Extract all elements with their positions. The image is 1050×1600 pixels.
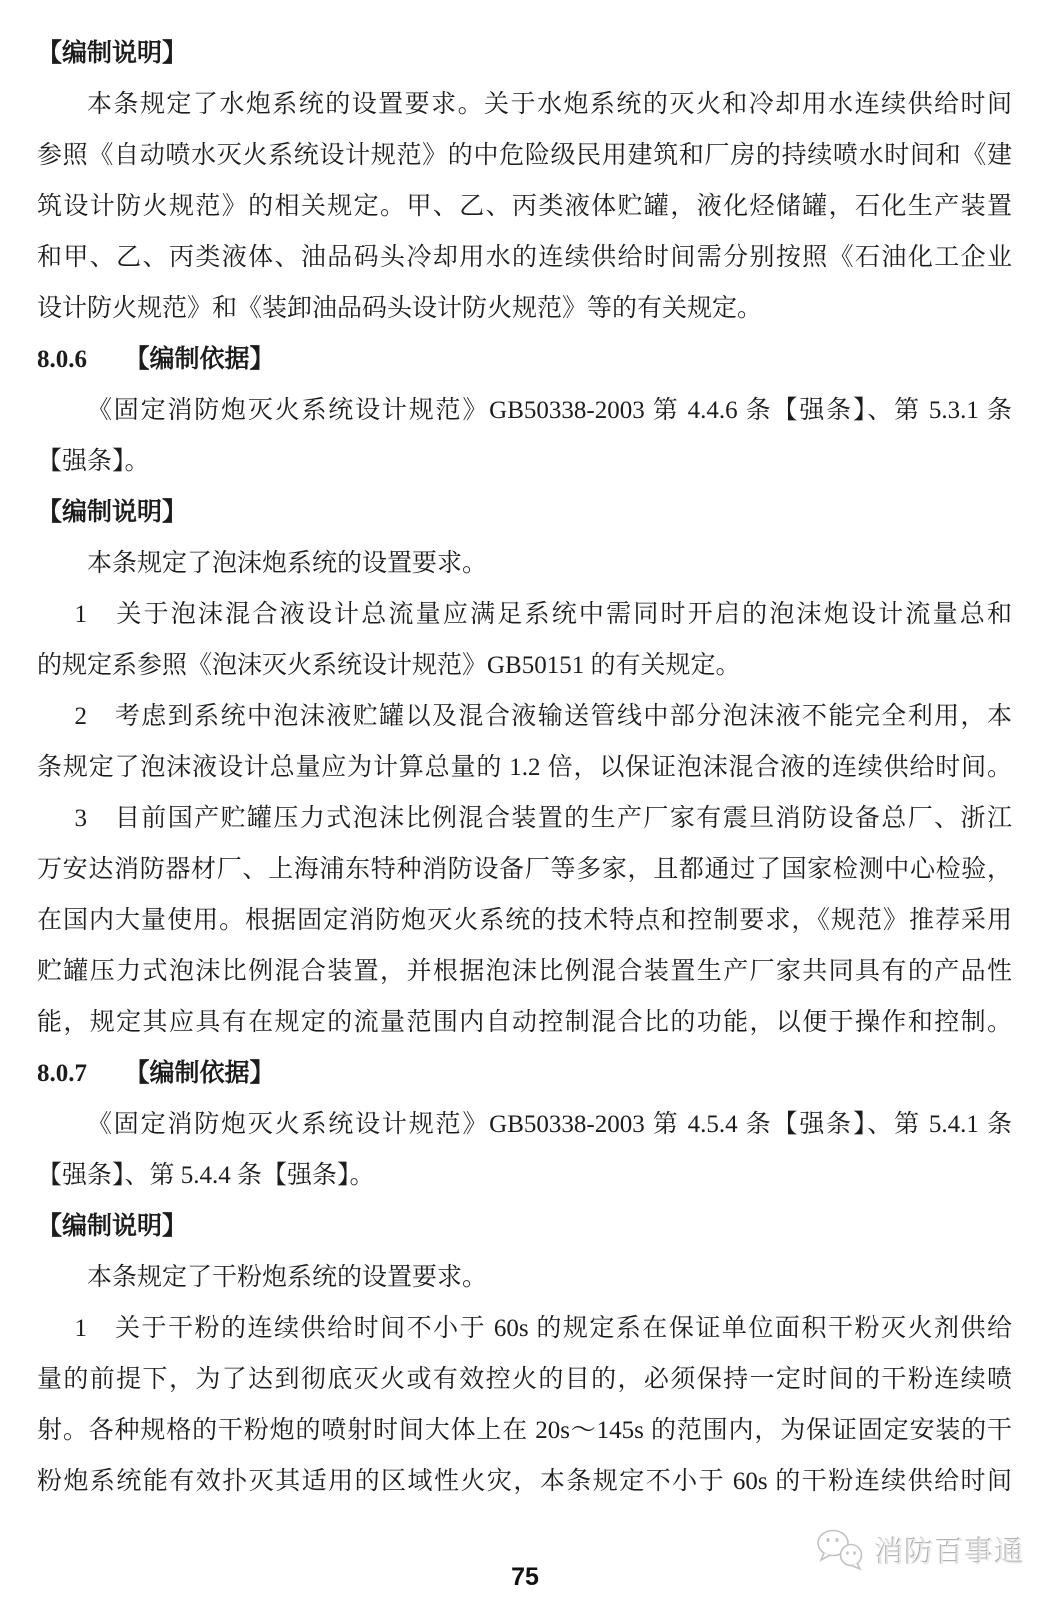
text-line: 能，规定其应具有在规定的流量范围内自动控制混合比的功能，以便于操作和控制。 [37,1009,1012,1036]
text-line: 3 目前国产贮罐压力式泡沫比例混合装置的生产厂家有震旦消防设备总厂、浙江 [74,805,1012,832]
text-line: 本条规定了水炮系统的设置要求。关于水炮系统的灭火和冷却用水连续供给时间 [87,91,1012,118]
text-line: 条规定了泡沫液设计总量应为计算总量的 1.2 倍，以保证泡沫混合液的连续供给时间。 [37,754,1012,781]
text-line: 本条规定了干粉炮系统的设置要求。 [87,1264,488,1291]
text-line: 粉炮系统能有效扑灭其适用的区域性火灾，本条规定不小于 60s 的干粉连续供给时间 [37,1468,1012,1495]
text-line: 量的前提下，为了达到彻底灭火或有效控火的目的，必须保持一定时间的干粉连续喷 [37,1366,1012,1393]
text-line: 《固定消防炮灭火系统设计规范》GB50338-2003 第 4.4.6 条【强条】、第 5.3.1 条 [87,397,1012,424]
page-number: 75 [511,1563,539,1591]
text-line: 1 关于干粉的连续供给时间不小于 60s 的规定系在保证单位面积干粉灭火剂供给 [74,1315,1012,1342]
text-line: 8.0.6 【编制依据】 [37,346,275,373]
text-line: 参照《自动喷水灭火系统设计规范》的中危险级民用建筑和厂房的持续喷水时间和《建 [37,142,1012,169]
text-line: 1 关于泡沫混合液设计总流量应满足系统中需同时开启的泡沫炮设计流量总和 [74,601,1012,628]
text-line: 8.0.7 【编制依据】 [37,1060,275,1087]
text-line: 【编制说明】 [37,1213,188,1240]
text-line: 万安达消防器材厂、上海浦东特种消防设备厂等多家，且都通过了国家检测中心检验， [37,856,1012,883]
text-line: 2 考虑到系统中泡沫液贮罐以及混合液输送管线中部分泡沫液不能完全利用，本 [74,703,1012,730]
text-line: 筑设计防火规范》的相关规定。甲、乙、丙类液体贮罐，液化烃储罐，石化生产装置 [37,193,1012,220]
watermark-label: 消防百事通 [874,1536,1025,1569]
text-line: 【强条】、第 5.4.4 条【强条】。 [37,1162,375,1189]
page-footer [0,1563,1050,1592]
text-line: 在国内大量使用。根据固定消防炮灭火系统的技术特点和控制要求，《规范》推荐采用 [37,907,1012,934]
text-line: 【强条】。 [37,448,150,475]
text-line: 和甲、乙、丙类液体、油品码头冷却用水的连续供给时间需分别按照《石油化工企业 [37,244,1012,271]
document-lines [37,28,1012,1507]
text-line: 【编制说明】 [37,499,188,526]
text-line: 【编制说明】 [37,40,188,67]
text-line: 设计防火规范》和《装卸油品码头设计防火规范》等的有关规定。 [37,295,763,322]
text-line: 的规定系参照《泡沫灭火系统设计规范》GB50151 的有关规定。 [37,652,741,679]
text-line: 贮罐压力式泡沫比例混合装置，并根据泡沫比例混合装置生产厂家共同具有的产品性 [37,958,1012,985]
text-line: 本条规定了泡沫炮系统的设置要求。 [87,550,488,577]
text-line: 《固定消防炮灭火系统设计规范》GB50338-2003 第 4.5.4 条【强条】、第 5.4.1 条 [87,1111,1012,1138]
text-line: 射。各种规格的干粉炮的喷射时间大体上在 20s～145s 的范围内，为保证固定安装的干 [37,1417,1012,1444]
